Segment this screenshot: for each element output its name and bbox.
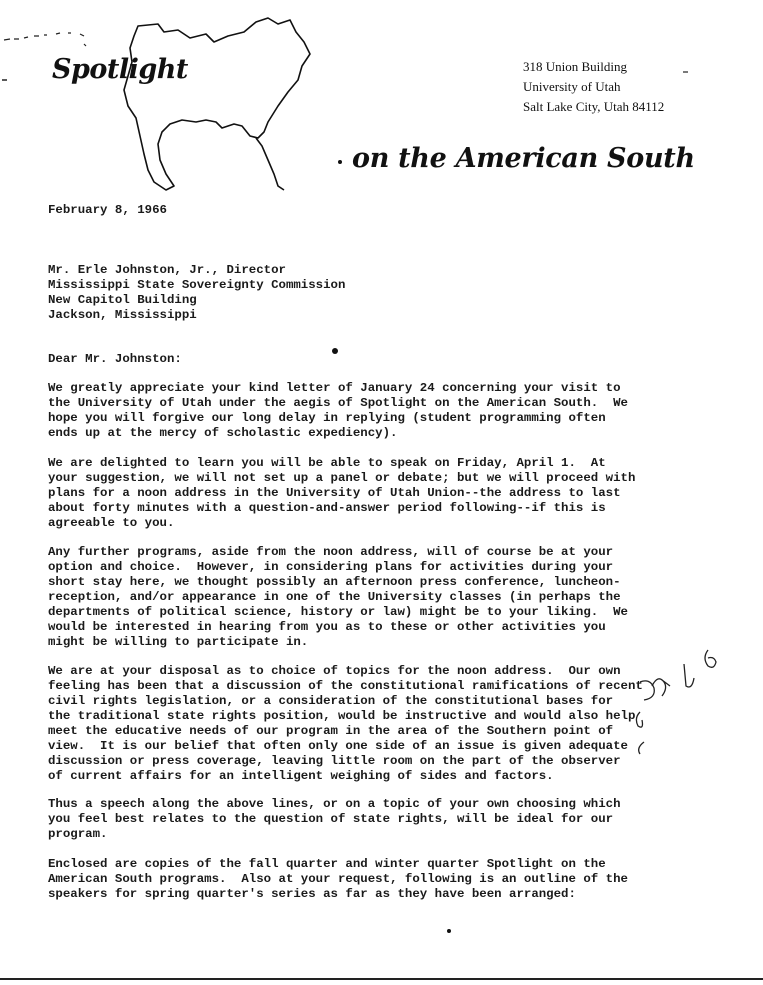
paragraph-1: We greatly appreciate your kind letter of January 24 concerning your visit to the University of Utah under the aegis of Spotlight on the American South. We hope you will forgive our long delay in replying (student programming often ends up at the mercy of scholastic expediency). (48, 381, 628, 440)
salutation: Dear Mr. Johnston: (48, 352, 182, 366)
paragraph-5: Thus a speech along the above lines, or on a topic of your own choosing which you feel best relates to the question of state rights, will be ideal for our program. (48, 797, 621, 841)
american-south-map-logo (118, 14, 318, 194)
address-line-3: Salt Lake City, Utah 84112 (523, 99, 665, 114)
address-line-1: 318 Union Building (523, 59, 628, 74)
paragraph-3: Any further programs, aside from the noon address, will of course be at your option and choice. However, in considering plans for activities during your short stay here, we thought possibly an afternoon press conference, luncheon- reception, and/or appearance in one of the University classes (in perhaps the departments of political science, history or law) might be to your liking. We would be interested in hearing from you as to these or other activities you might be willing to participate in. (48, 545, 628, 649)
address-line-2: University of Utah (523, 79, 621, 94)
paragraph-4: We are at your disposal as to choice of topics for the noon address. Our own feeling has been that a discussion of the constitutional ramifications of recent civil rights legislation, or a consideration of the constitutional bases for the traditional state rights position, would be instructive and would also help meet the educative needs of our program in the area of the Southern point of view. It is our belief that often only one side of an issue is given adequate discussion or press coverage, leaving little room on the part of the observer of current affairs for an intelligent weighing of sides and factors. (48, 664, 643, 783)
inside-address (48, 263, 345, 323)
letterhead-tagline: on the American South (352, 143, 695, 174)
paragraph-2: We are delighted to learn you will be able to speak on Friday, April 1. At your suggestion, we will not set up a panel or debate; but we will proceed with plans for a noon address in the University of Utah Union--the address to last about forty minutes with a question-and-answer period following--if this is agreeable to you. (48, 456, 636, 530)
letterhead-address (523, 57, 664, 117)
bottom-dot (447, 929, 451, 933)
page-bottom-rule (0, 978, 763, 980)
inside-address-line-2: Mississippi State Sovereignty Commission (48, 278, 346, 292)
hole-punch-dot (332, 348, 338, 354)
inside-address-line-3: New Capitol Building (48, 293, 197, 307)
tagline-dot (338, 160, 342, 164)
inside-address-line-1: Mr. Erle Johnston, Jr., Director (48, 263, 286, 277)
letter-date: February 8, 1966 (48, 203, 167, 217)
letterhead-brand: Spotlight (52, 54, 188, 85)
inside-address-line-4: Jackson, Mississippi (48, 308, 197, 322)
paragraph-6: Enclosed are copies of the fall quarter and winter quarter Spotlight on the American South programs. Also at your request, following is an outline of the speakers for spring quarter's series as far as they have been arranged: (48, 857, 628, 901)
